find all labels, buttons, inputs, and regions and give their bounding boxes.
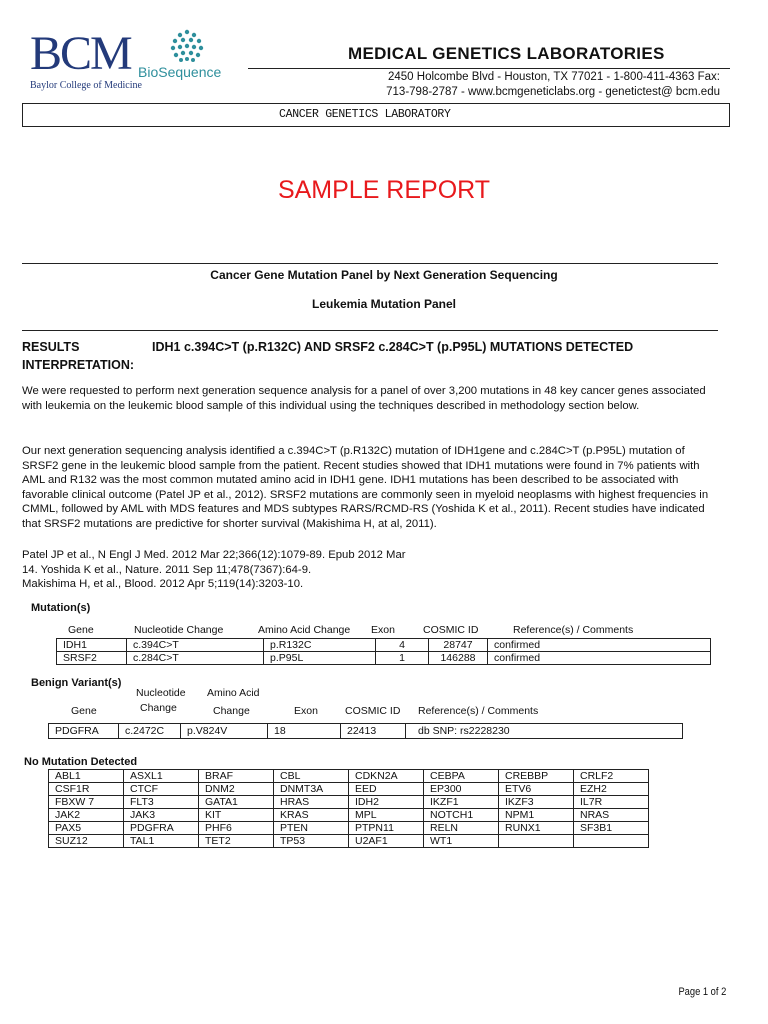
table-row [57, 639, 711, 652]
gene-cell: WT1 [424, 835, 499, 848]
interpretation-label: INTERPRETATION: [22, 358, 135, 372]
benign-amino-acid: p.V824V [181, 724, 268, 739]
gene-cell: IKZF1 [424, 796, 499, 809]
gene-cell: FBXW 7 [49, 796, 124, 809]
references [22, 548, 712, 592]
gene-cell: SUZ12 [49, 835, 124, 848]
gene-cell: CDKN2A [349, 770, 424, 783]
gene-cell: U2AF1 [349, 835, 424, 848]
panel-subtitle: Leukemia Mutation Panel [311, 297, 457, 311]
section-divider [22, 263, 718, 264]
reference-item: Patel JP et al., N Engl J Med. 2012 Mar 22;366(12):1079-89. Epub 2012 Mar [22, 549, 406, 561]
benign-gene: PDGFRA [49, 724, 119, 739]
gene-cell: PTEN [274, 822, 349, 835]
benign-reference: db SNP: rs2228230 [406, 724, 683, 739]
results-label: RESULTS [22, 340, 80, 354]
no-mutation-table [48, 769, 649, 848]
table-row [49, 724, 683, 739]
benign-header-nucleotide-2: Change [140, 702, 177, 714]
benign-cosmic-id: 22413 [341, 724, 406, 739]
gene-cell: ABL1 [49, 770, 124, 783]
table-row [49, 770, 649, 783]
results-value: IDH1 c.394C>T (p.R132C) AND SRSF2 c.284C>T (p.P95L) MUTATIONS DETECTED [152, 340, 634, 354]
reference-item: 14. Yoshida K et al., Nature. 2011 Sep 11;478(7367):64-9. [22, 563, 312, 576]
address-line-1: 2450 Holcombe Blvd - Houston, TX 77021 - 1-800-411-4363 Fax: [388, 71, 720, 83]
benign-header-reference: Reference(s) / Comments [418, 705, 539, 717]
mutation-amino-acid: p.P95L [264, 652, 376, 665]
mutation-cosmic-id: 28747 [429, 639, 488, 652]
table-row [49, 809, 649, 822]
mutations-header-reference: Reference(s) / Comments [513, 624, 634, 636]
mutation-nucleotide: c.394C>T [127, 639, 264, 652]
mutation-gene: SRSF2 [57, 652, 127, 665]
benign-nucleotide: c.2472C [119, 724, 181, 739]
gene-cell: ASXL1 [124, 770, 199, 783]
gene-cell: GATA1 [199, 796, 274, 809]
gene-cell: BRAF [199, 770, 274, 783]
benign-label: Benign Variant(s) [31, 677, 122, 689]
table-row [57, 652, 711, 665]
lab-name: CANCER GENETICS LABORATORY [279, 108, 451, 121]
gene-cell [574, 835, 649, 848]
gene-cell: CREBBP [499, 770, 574, 783]
benign-header-amino-2: Change [213, 705, 250, 717]
gene-cell: DNM2 [199, 783, 274, 796]
gene-cell: TET2 [199, 835, 274, 848]
table-row [49, 796, 649, 809]
lab-name-box [22, 103, 730, 127]
gene-cell: KRAS [274, 809, 349, 822]
mutations-header-nucleotide: Nucleotide Change [134, 624, 224, 636]
table-row [49, 783, 649, 796]
address-line-2: 713-798-2787 - www.bcmgeneticlabs.org - genetictest@ bcm.edu [386, 86, 720, 98]
table-row [49, 835, 649, 848]
gene-cell: IL7R [574, 796, 649, 809]
mutation-cosmic-id: 146288 [429, 652, 488, 665]
gene-cell: DNMT3A [274, 783, 349, 796]
gene-cell: NOTCH1 [424, 809, 499, 822]
biosequence-globe-icon [166, 28, 208, 64]
section-divider [22, 330, 718, 331]
gene-cell: NRAS [574, 809, 649, 822]
table-row [49, 822, 649, 835]
gene-cell [499, 835, 574, 848]
lab-title: MEDICAL GENETICS LABORATORIES [348, 44, 665, 63]
gene-cell: NPM1 [499, 809, 574, 822]
gene-cell: CBL [274, 770, 349, 783]
mutation-exon: 4 [376, 639, 429, 652]
gene-cell: CTCF [124, 783, 199, 796]
bcm-logo-subtitle: Baylor College of Medicine [30, 80, 142, 91]
lab-address [320, 70, 720, 100]
benign-header-gene: Gene [71, 705, 97, 717]
report-title: SAMPLE REPORT [277, 176, 491, 204]
bcm-logo [30, 27, 142, 92]
gene-cell: TAL1 [124, 835, 199, 848]
gene-cell: RELN [424, 822, 499, 835]
mutations-header-gene: Gene [68, 624, 94, 636]
mutations-header-amino-acid: Amino Acid Change [258, 624, 351, 636]
gene-cell: RUNX1 [499, 822, 574, 835]
mutations-table [56, 638, 711, 665]
bcm-logo-letters: BCM [30, 27, 131, 80]
gene-cell: PAX5 [49, 822, 124, 835]
biosequence-logo [138, 28, 238, 88]
gene-cell: CEBPA [424, 770, 499, 783]
gene-cell: PHF6 [199, 822, 274, 835]
gene-cell: SF3B1 [574, 822, 649, 835]
interpretation-paragraph-2: Our next generation sequencing analysis identified a c.394C>T (p.R132C) mutation of IDH1gene and c.284C>T (p.P95L) mutation of SRSF2 gene in the leukemic blood sample from the patient. Recent studies showed that IDH1 mutations were found in 7% patients with AML and R132 was the most common mutated amino acid in IDH1 gene. IDH1 mutations has been described to be associated with favorable clinical outcome (Patel JP et al., 2012). SRSF2 mutations are commonly seen in myeloid neoplasms with highest frequencies in CMML, followed by AML with MDS features and MDS subtypes RARS/RCMD-RS (Yoshida K et al., 2011). Recent studies have indicated that SRSF2 mutations are predictive for shorter survival (Makishima H, at al, 2011). [22, 445, 709, 530]
mutation-reference: confirmed [488, 652, 711, 665]
mutation-amino-acid: p.R132C [264, 639, 376, 652]
panel-title: Cancer Gene Mutation Panel by Next Generation Sequencing [210, 268, 558, 282]
gene-cell: EP300 [424, 783, 499, 796]
mutation-gene: IDH1 [57, 639, 127, 652]
no-mutation-label: No Mutation Detected [24, 756, 138, 768]
gene-cell: TP53 [274, 835, 349, 848]
gene-cell: EED [349, 783, 424, 796]
gene-cell: ETV6 [499, 783, 574, 796]
benign-header-cosmic: COSMIC ID [345, 705, 401, 717]
benign-header-nucleotide-1: Nucleotide [136, 687, 186, 699]
gene-cell: PDGFRA [124, 822, 199, 835]
gene-cell: JAK3 [124, 809, 199, 822]
gene-cell: FLT3 [124, 796, 199, 809]
reference-item: Makishima H, et al., Blood. 2012 Apr 5;119(14):3203-10. [22, 578, 304, 590]
interpretation-paragraph-1: We were requested to perform next generation sequence analysis for a panel of over 3,200 mutations in 48 key cancer genes associated with leukemia on the leukemic blood sample of this individual using the techniques described in methodology section below. [22, 385, 706, 412]
gene-cell: HRAS [274, 796, 349, 809]
mutation-exon: 1 [376, 652, 429, 665]
gene-cell: PTPN11 [349, 822, 424, 835]
mutations-header-exon: Exon [371, 624, 395, 636]
benign-table [48, 723, 683, 739]
mutations-header-cosmic: COSMIC ID [423, 624, 479, 636]
header-divider [248, 68, 730, 69]
page-number: Page 1 of 2 [678, 986, 726, 998]
mutation-reference: confirmed [488, 639, 711, 652]
gene-cell: CSF1R [49, 783, 124, 796]
gene-cell: EZH2 [574, 783, 649, 796]
gene-cell: CRLF2 [574, 770, 649, 783]
biosequence-logo-text: BioSequence [138, 64, 222, 80]
benign-exon: 18 [268, 724, 341, 739]
mutation-nucleotide: c.284C>T [127, 652, 264, 665]
gene-cell: IDH2 [349, 796, 424, 809]
gene-cell: JAK2 [49, 809, 124, 822]
gene-cell: KIT [199, 809, 274, 822]
gene-cell: MPL [349, 809, 424, 822]
benign-header-amino-1: Amino Acid [207, 687, 260, 699]
benign-header-exon: Exon [294, 705, 318, 717]
mutations-label: Mutation(s) [31, 602, 91, 614]
gene-cell: IKZF3 [499, 796, 574, 809]
